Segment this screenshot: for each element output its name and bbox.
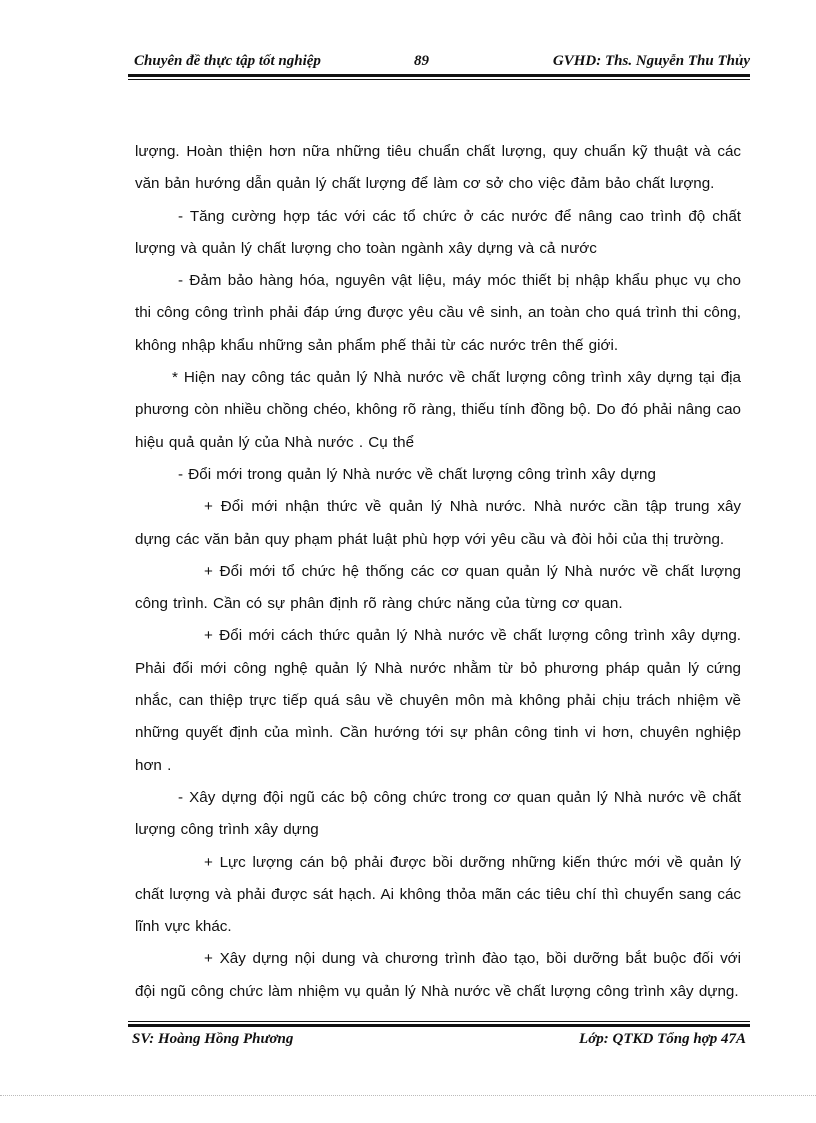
- paragraph: + Lực lượng cán bộ phải được bồi dưỡng những kiến thức mới về quản lý chất lượng và phải được sát hạch. Ai không thỏa mãn các tiêu chí thì chuyển sang các lĩnh vực khác.: [135, 853, 741, 936]
- document-body: [135, 136, 741, 1008]
- student-name: SV: Hoàng Hồng Phương: [132, 1031, 294, 1047]
- paragraph: - Đảm bảo hàng hóa, nguyên vật liệu, máy móc thiết bị nhập khẩu phục vụ cho thi công công trình phải đáp ứng được yêu cầu vê sinh, an toàn cho quá trình thi công, không nhập khẩu những sản phẩm phế thải từ các nước trên thế giới.: [135, 272, 741, 354]
- header-rule-thick: [128, 74, 750, 77]
- supervisor-name: GVHD: Ths. Nguyễn Thu Thủy: [552, 53, 750, 69]
- paragraph: - Tăng cường hợp tác với các tổ chức ở các nước để nâng cao trình độ chất lượng và quản lý chất lượng cho toàn ngành xây dựng và cả nước: [135, 207, 741, 257]
- footer-rule-thick: [128, 1024, 750, 1027]
- header-rule-thin: [128, 79, 750, 80]
- paragraph: + Đổi mới cách thức quản lý Nhà nước về chất lượng công trình xây dựng. Phải đổi mới công nghệ quản lý Nhà nước nhằm từ bỏ phương pháp quản lý cứng nhắc, can thiệp trực tiếp quá sâu về chuyên môn mà không phải chịu trách nhiệm về những quyết định của mình. Cần hướng tới sự phân công tinh vi hơn, chuyên nghiệp hơn .: [135, 627, 741, 774]
- page-boundary-dotted-line: [0, 1095, 816, 1096]
- paragraph: - Xây dựng đội ngũ các bộ công chức trong cơ quan quản lý Nhà nước về chất lượng công trình xây dựng: [135, 788, 741, 839]
- page-footer: [128, 1029, 750, 1053]
- footer-rule-thin: [128, 1021, 750, 1022]
- paragraph: lượng. Hoàn thiện hơn nữa những tiêu chuẩn chất lượng, quy chuẩn kỹ thuật và các văn bản hướng dẫn quản lý chất lượng để làm cơ sở cho việc đảm bảo chất lượng.: [135, 143, 741, 193]
- paragraph: - Đổi mới trong quản lý Nhà nước về chất lượng công trình xây dựng: [178, 465, 656, 483]
- paragraph: + Đổi mới nhận thức về quản lý Nhà nước. Nhà nước cần tập trung xây dựng các văn bản quy phạm phát luật phù hợp với yêu cầu và đòi hỏi của thị trường.: [135, 498, 741, 548]
- paragraph: * Hiện nay công tác quản lý Nhà nước về chất lượng công trình xây dựng tại địa phương còn nhiều chồng chéo, không rõ ràng, thiếu tính đồng bộ. Do đó phải nâng cao hiệu quả quản lý của Nhà nước . Cụ thể: [135, 369, 741, 451]
- thesis-title: Chuyên đề thực tập tốt nghiệp: [134, 53, 321, 69]
- page-number: 89: [414, 53, 429, 69]
- paragraph: + Xây dựng nội dung và chương trình đào tạo, bồi dưỡng bắt buộc đối với đội ngũ công chức làm nhiệm vụ quản lý Nhà nước về chất lượng công trình xây dựng.: [135, 950, 741, 1000]
- paragraph: + Đổi mới tổ chức hệ thống các cơ quan quản lý Nhà nước về chất lượng công trình. Cần có sự phân định rõ ràng chức năng của từng cơ quan.: [135, 562, 741, 613]
- class-name: Lớp: QTKD Tổng hợp 47A: [579, 1031, 746, 1047]
